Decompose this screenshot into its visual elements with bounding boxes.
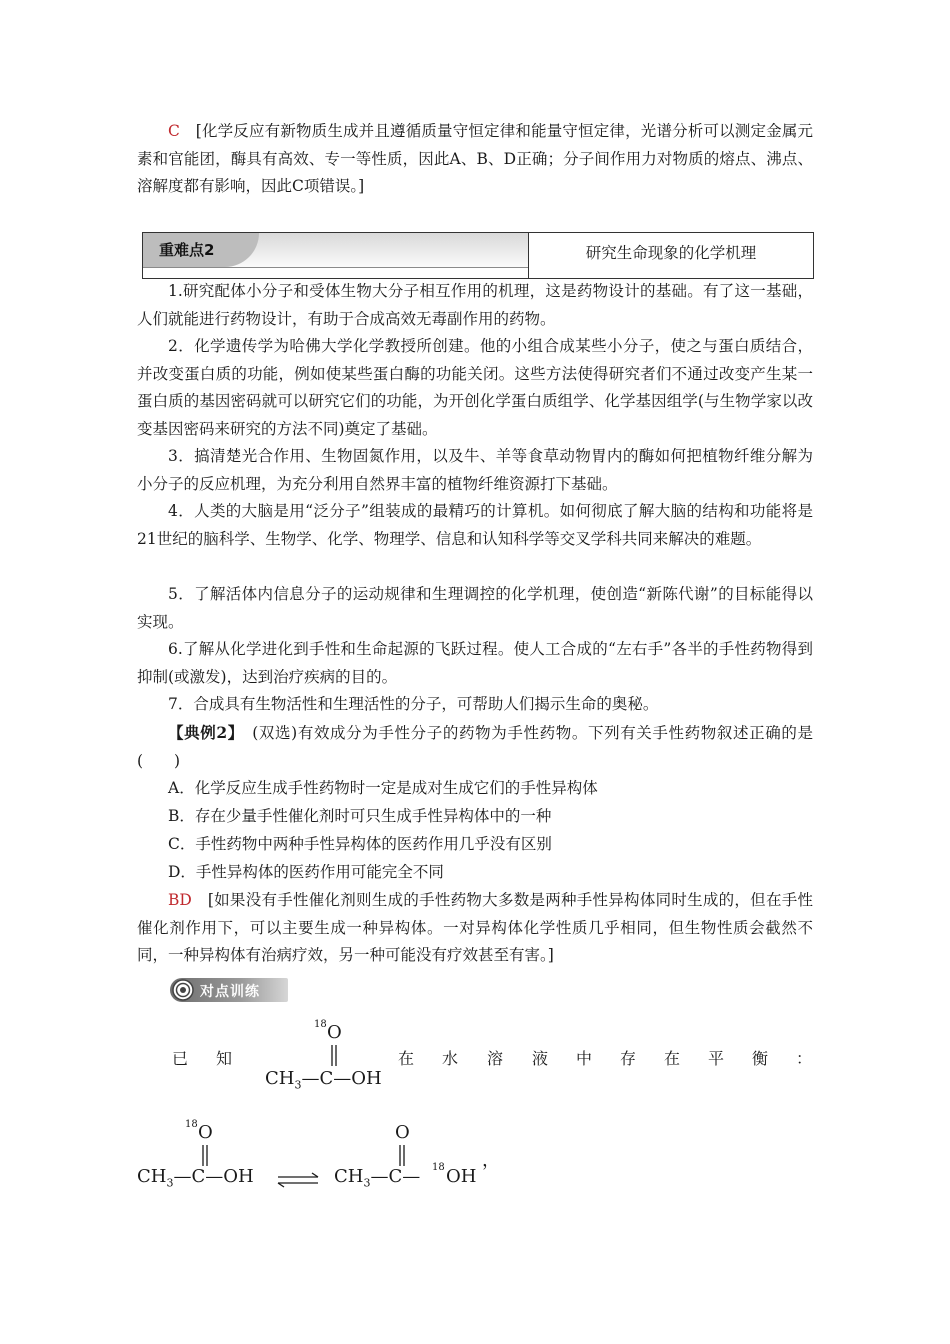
eq-left-body bbox=[137, 1166, 254, 1190]
point-6: 6.了解从化学进化到手性和生命起源的飞跃过程。使人工合成的“左右手”各半的手性药物得到抑制(或激发)，达到治疗疾病的目的。 bbox=[137, 640, 813, 686]
formula1-sub: 3 bbox=[294, 1078, 302, 1092]
option-a: A．化学反应生成手性药物时一定是成对生成它们的手性异构体 bbox=[168, 779, 598, 797]
formula1-rest: —C—OH bbox=[301, 1068, 382, 1089]
formula1-main: CH bbox=[265, 1068, 295, 1089]
double-bond-icon bbox=[330, 1045, 338, 1067]
point-4: 4．人类的大脑是用“泛分子”组装成的最精巧的计算机。如何彻底了解大脑的结构和功能将是21世纪的脑科学、生物学、化学、物理学、信息和认知科学等交叉学科共同来解决的难题。 bbox=[137, 502, 813, 548]
section-tag bbox=[143, 233, 259, 267]
point-1: 1.研究配体小分子和受体生物大分子相互作用的机理，这是药物设计的基础。有了这一基础，人们就能进行药物设计，有助于合成高效无毒副作用的药物。 bbox=[137, 282, 813, 328]
section-title: 研究生命现象的化学机理 bbox=[585, 244, 757, 262]
eq-right-end: OH bbox=[446, 1166, 477, 1187]
section-header bbox=[142, 232, 814, 279]
section-tag-text: 重难点2 bbox=[159, 241, 215, 259]
answer-2-letter: BD bbox=[168, 891, 192, 909]
trail-char-5: 中 bbox=[576, 1049, 593, 1068]
trail-char-6: 存 bbox=[620, 1049, 637, 1068]
formula1-isotope: 18 bbox=[314, 1019, 327, 1030]
example-stem bbox=[137, 719, 813, 775]
answer-1 bbox=[137, 118, 813, 201]
point-7: 7．合成具有生物活性和生理活性的分子，可帮助人们揭示生命的奥秘。 bbox=[168, 695, 659, 713]
trail-char-7: 在 bbox=[664, 1049, 681, 1068]
answer-2 bbox=[137, 887, 813, 970]
practice-label: 对点训练 bbox=[200, 984, 260, 1000]
option-c: C．手性药物中两种手性异构体的医药作用几乎没有区别 bbox=[168, 835, 552, 853]
eq-trailing-comma: ， bbox=[482, 1150, 500, 1171]
answer-2-text: [如果没有手性催化剂则生成的手性药物大多数是两种手性异构体同时生成的，但在手性催化剂作用下，可以主要生成一种异构体。一对异构体化学性质几乎相同，但生物性质会截然不同，一种异构体有治病疗效，另一种可能没有疗效甚至有害。] bbox=[137, 891, 813, 964]
eq-right-body bbox=[334, 1166, 420, 1190]
eq-right-oxygen: O bbox=[395, 1122, 410, 1143]
trail-char-2: 水 bbox=[442, 1049, 459, 1068]
formula1-oxygen: O bbox=[327, 1022, 342, 1043]
point-3: 3．搞清楚光合作用、生物固氮作用，以及牛、羊等食草动物胃内的酶如何把植物纤维分解为小分子的反应机理，为充分利用自然界丰富的植物纤维资源打下基础。 bbox=[137, 447, 813, 493]
lead-char-1: 已 bbox=[172, 1049, 189, 1068]
point-2: 2．化学遗传学为哈佛大学化学教授所创建。他的小组合成某些小分子，使之与蛋白质结合，并改变蛋白质的功能，例如使某些蛋白酶的功能关闭。这些方法使得研究者们不通过改变产生某一蛋白质的基因密码就可以研究它们的功能，为开创化学蛋白质组学、化学基因组学(与生物学家以改变基因密码来研究的方法不同)奠定了基础。 bbox=[137, 337, 813, 438]
example-tag: 【典例2】 bbox=[168, 723, 237, 742]
example-stem-text: (双选)有效成分为手性分子的药物为手性药物。下列有关手性药物叙述正确的是( ) bbox=[137, 724, 813, 770]
lead-char-2: 知 bbox=[216, 1049, 233, 1068]
answer-1-text: [化学反应有新物质生成并且遵循质量守恒定律和能量守恒定律，光谱分析可以测定金属元素和官能团，酶具有高效、专一等性质，因此A、B、D正确；分子间作用力对物质的熔点、沸点、溶解度都有影响，因此C项错误。] bbox=[137, 122, 813, 195]
point-5: 5．了解活体内信息分子的运动规律和生理调控的化学机理，使创造“新陈代谢”的目标能得以实现。 bbox=[137, 585, 813, 631]
answer-1-letter: C bbox=[168, 122, 180, 140]
double-bond-icon bbox=[201, 1145, 209, 1167]
eq-right-main: CH bbox=[334, 1166, 364, 1187]
equilibrium-arrow-icon bbox=[276, 1172, 320, 1188]
formula1-body bbox=[265, 1068, 382, 1092]
eq-left-oxygen: O bbox=[198, 1122, 213, 1143]
eq-right-isotope: 18 bbox=[432, 1162, 445, 1173]
trail-char-8: 平 bbox=[708, 1049, 725, 1068]
trail-char-1: 在 bbox=[398, 1049, 415, 1068]
eq-left-sub: 3 bbox=[166, 1176, 174, 1190]
eq-left-main: CH bbox=[137, 1166, 167, 1187]
trail-char-9: 衡 bbox=[752, 1049, 769, 1068]
trail-char-3: 溶 bbox=[487, 1049, 504, 1068]
trail-char-4: 液 bbox=[532, 1049, 549, 1068]
eq-left-isotope: 18 bbox=[185, 1119, 198, 1130]
trail-char-10: ： bbox=[796, 1049, 813, 1068]
eq-right-mid: —C— bbox=[370, 1166, 421, 1187]
target-icon bbox=[172, 979, 194, 1001]
eq-left-rest: —C—OH bbox=[173, 1166, 254, 1187]
double-bond-icon bbox=[398, 1145, 406, 1167]
option-b: B．存在少量手性催化剂时可只生成手性异构体中的一种 bbox=[168, 807, 552, 825]
eq-right-sub: 3 bbox=[363, 1176, 371, 1190]
practice-banner bbox=[170, 978, 288, 1002]
section-tag-band bbox=[143, 233, 528, 268]
option-d: D．手性异构体的医药作用可能完全不同 bbox=[168, 863, 444, 881]
